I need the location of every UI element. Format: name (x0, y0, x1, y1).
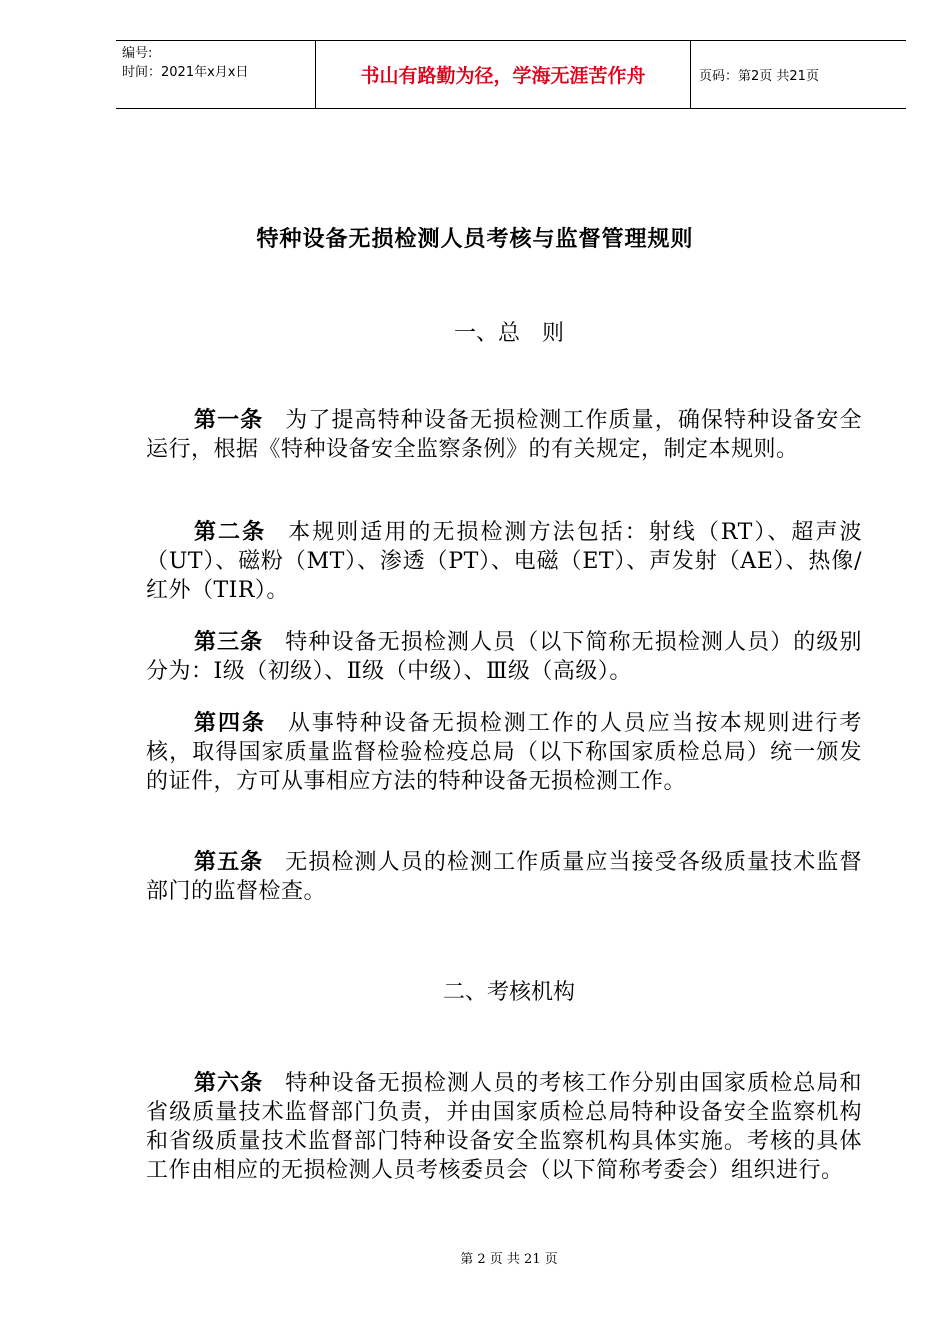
article-text: 从事特种设备无损检测工作的人员应当按本规则进行考核，取得国家质量监督检验检疫总局（以下称国家质检总局）统一颁发的证件，方可从事相应方法的特种设备无损检测工作。 (146, 711, 862, 794)
section-heading-1: 一、总 则 (453, 321, 564, 346)
article-paragraph (146, 848, 862, 906)
article-label: 第三条 (194, 629, 264, 655)
header-meta (116, 41, 316, 108)
article-paragraph (146, 628, 862, 686)
article-text: 特种设备无损检测人员（以下简称无损检测人员）的级别分为：Ⅰ级（初级）、Ⅱ级（中级）、Ⅲ级（高级）。 (146, 630, 862, 684)
article-paragraph (146, 1069, 862, 1185)
article-paragraph (146, 709, 862, 796)
section-heading-2: 二、考核机构 (442, 980, 575, 1005)
article-paragraph (146, 406, 862, 464)
page-header (116, 40, 906, 109)
header-motto: 书山有路勤为径，学海无涯苦作舟 (316, 41, 691, 108)
page-footer: 第 2 页 共 21 页 (460, 1252, 558, 1267)
article-text: 特种设备无损检测人员的考核工作分别由国家质检总局和省级质量技术监督部门负责，并由国家质检总局特种设备安全监察机构和省级质量技术监督部门特种设备安全监察机构具体实施。考核的具体工作由相应的无损检测人员考核委员会（以下简称考委会）组织进行。 (146, 1071, 862, 1183)
header-page-label: 页码：第2页 共21页 (699, 69, 819, 84)
document-title: 特种设备无损检测人员考核与监督管理规则 (256, 226, 694, 252)
article-text: 为了提高特种设备无损检测工作质量，确保特种设备安全运行，根据《特种设备安全监察条例》的有关规定，制定本规则。 (146, 408, 862, 462)
time-label: 时间：2021年x月x日 (122, 65, 249, 80)
article-label: 第四条 (194, 710, 266, 736)
article-text: 本规则适用的无损检测方法包括：射线（RT）、超声波（UT）、磁粉（MT）、渗透（PT）、电磁（ET）、声发射（AE）、热像/红外（TIR）。 (146, 520, 862, 603)
article-label: 第六条 (194, 1070, 264, 1096)
article-label: 第二条 (194, 519, 267, 545)
article-label: 第五条 (194, 849, 264, 875)
article-paragraph (146, 518, 862, 605)
article-text: 无损检测人员的检测工作质量应当接受各级质量技术监督部门的监督检查。 (146, 850, 862, 904)
number-label: 编号: (122, 46, 153, 61)
article-label: 第一条 (194, 407, 264, 433)
